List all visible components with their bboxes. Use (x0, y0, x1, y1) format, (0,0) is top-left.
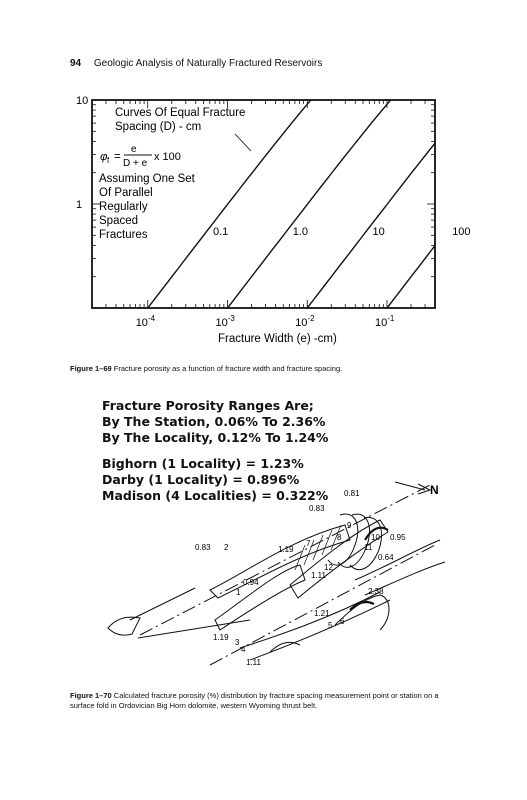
station-number-9: 9 (347, 521, 352, 530)
fold-panel-2 (215, 565, 305, 630)
phi-symbol: φ (100, 151, 108, 163)
fold-diagram (100, 470, 450, 675)
x-tick-labels (136, 314, 395, 329)
station-porosity-5: 1.21 (314, 609, 330, 618)
running-title: Geologic Analysis of Naturally Fractured Reservoirs (93, 58, 323, 69)
station-porosity-8: 0.83 (309, 504, 325, 513)
station-porosity-4: 1.11 (246, 658, 261, 667)
page-number: 94 (70, 58, 82, 69)
station-number-5: 5 (328, 621, 333, 630)
station-number-6: 6 (340, 617, 345, 626)
assumption-line-3: Regularly (99, 201, 148, 213)
station-number-3: 3 (235, 638, 240, 647)
summary-line-2: By The Station, 0.06% To 2.36% (102, 414, 326, 429)
y-tick-labels (76, 95, 88, 211)
station-number-2: 2 (224, 543, 229, 552)
assumption-line-4: Spaced (99, 215, 139, 227)
locality-bighorn: Bighorn (1 Locality) = 1.23% (102, 456, 304, 471)
assumption-line-2: Of Parallel (99, 187, 153, 199)
fold-nose (108, 617, 140, 635)
station-porosity-1: 0.94 (243, 578, 259, 587)
fold-hinge-2 (338, 514, 370, 567)
station-number-7: 7 (306, 539, 311, 548)
x-tick-label-2: $10^{-3}$ (215, 314, 235, 329)
station-porosity-7: 1.19 (278, 545, 294, 554)
station-number-8: 8 (337, 533, 342, 542)
station-porosity-3: 1.19 (213, 633, 229, 642)
summary-line-1: Fracture Porosity Ranges Are; (102, 398, 314, 413)
station-porosity-12: 1.11 (311, 571, 326, 580)
running-header (70, 58, 322, 69)
curve-label-1: 0.1 (213, 226, 229, 238)
figure-1-69-text: Fracture porosity as a function of fracture width and fracture spacing. (113, 364, 343, 373)
curve-labels (213, 226, 527, 238)
figure-1-70-text: Calculated fracture porosity (%) distribution by fracture spacing measurement point or station on a surface fold in Ordovician Big Horn dolomite, western Wyoming thrust belt. (70, 691, 439, 710)
formula-denominator: D + e (123, 158, 148, 169)
station-number-10: 10 (371, 533, 380, 542)
chart-title-line2: Spacing (D) - cm (115, 121, 202, 133)
formula-multiplier: x 100 (154, 151, 181, 163)
station-number-12: 12 (324, 563, 333, 572)
locality-madison: Madison (4 Localities) = 0.322% (102, 488, 329, 503)
fold-hinge-1 (328, 514, 358, 565)
station-porosity-9: 0.81 (344, 489, 360, 498)
x-tick-label-4: $10^{-1}$ (375, 314, 395, 329)
x-tick-label-1: $10^{-4}$ (135, 314, 156, 329)
figure-1-70-caption (70, 691, 465, 711)
station-porosity-2: 0.83 (195, 543, 211, 552)
figure-1-69-label: Figure 1–69 (70, 364, 112, 373)
fold-limb-bottom-left (138, 620, 250, 638)
y-tick-label-2: 1 (76, 199, 83, 211)
station-number-11: 11 (364, 543, 373, 552)
fold-base-2 (240, 592, 380, 648)
fold-limb-top-left (130, 588, 195, 620)
porosity-chart (70, 92, 471, 352)
summary-line-3: By The Locality, 0.12% To 1.24% (102, 430, 329, 445)
chart-title-line1: Curves Of Equal Fracture (115, 107, 246, 119)
station-porosity-10: 0.95 (390, 533, 406, 542)
figure-1-69-caption (70, 364, 470, 374)
curve-label-3: 10 (372, 226, 385, 238)
curve-label-2: 1.0 (292, 226, 308, 238)
y-tick-label-1: 10 (76, 95, 89, 107)
formula-numerator: e (131, 144, 137, 155)
assumption-line-5: Fractures (99, 229, 148, 241)
station-number-4: 4 (241, 645, 246, 654)
formula-equals: = (114, 151, 121, 163)
station-porosity-11: 0.64 (378, 553, 394, 562)
locality-darby: Darby (1 Locality) = 0.896% (102, 472, 300, 487)
assumption-line-1: Assuming One Set (99, 173, 195, 185)
north-arrow-shaft (395, 482, 425, 490)
x-tick-label-3: $10^{-2}$ (295, 314, 315, 329)
fold-hatching (295, 525, 341, 570)
phi-subscript: f (107, 156, 110, 165)
title-leader-line (235, 134, 251, 151)
x-axis-label: Fracture Width (e) -cm) (218, 333, 337, 345)
north-label: N (430, 483, 439, 497)
curve-label-4: 100 (452, 226, 471, 238)
figure-1-70-label: Figure 1–70 (70, 691, 112, 700)
station-porosity-6: 2.38 (368, 587, 384, 596)
station-number-1: 1 (236, 588, 241, 597)
